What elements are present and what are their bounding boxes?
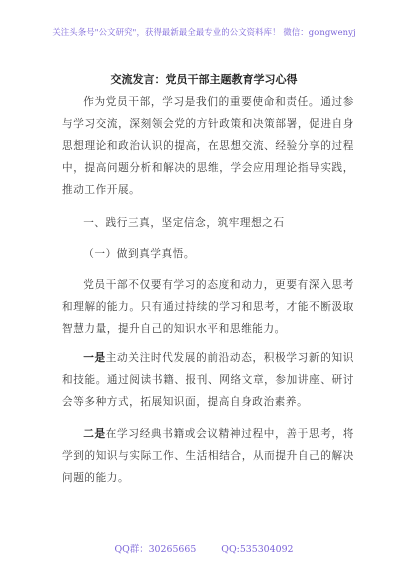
paragraph-2-body: 主动关注时代发展的前沿动态，积极学习新的知识和技能。通过阅读书籍、报刊、网络文章，参加讲座、研讨会等多种方式，拓展知识面，提高自身政治素养。 xyxy=(62,352,354,408)
footer-qq-group: QQ群：30265665 xyxy=(114,544,197,555)
section-1-heading: 一、践行三真，坚定信念，筑牢理想之石 xyxy=(83,217,285,229)
paragraph-2-lead: 一是 xyxy=(83,352,106,364)
paragraph-3-lead: 二是 xyxy=(83,428,106,440)
header-promo-text: 关注头条号"公文研究"，获得最新最全最专业的公文资料库！ 微信：gongwenyj xyxy=(52,27,356,37)
subsection-1-heading: （一）做到真学真悟。 xyxy=(83,248,196,260)
intro-paragraph: 作为党员干部，学习是我们的重要使命和责任。通过参与学习交流，深刻领会党的方针政策和决策部署，促进自身思想理论和政治认识的提高，在思想交流、经验分享的过程中，提高问题分析和解决的思维，学会应用理论指导实践，推动工作开展。 xyxy=(62,96,354,196)
footer-qq: QQ:535304092 xyxy=(221,544,294,555)
paragraph-3-body: 在学习经典书籍或会议精神过程中，善于思考，将学到的知识与实际工作、生活相结合，从而提升自己的解决问题的能力。 xyxy=(62,428,354,484)
footer-contact xyxy=(0,541,408,555)
paragraph-3 xyxy=(62,423,354,489)
paragraph-2 xyxy=(62,347,354,413)
document-title: 交流发言：党员干部主题教育学习心得 xyxy=(110,73,298,86)
paragraph-1: 党员干部不仅要有学习的态度和动力，更要有深入思考和理解的能力。只有通过持续的学习和思考，才能不断汲取智慧力量，提升自己的知识水平和思维能力。 xyxy=(62,279,354,335)
